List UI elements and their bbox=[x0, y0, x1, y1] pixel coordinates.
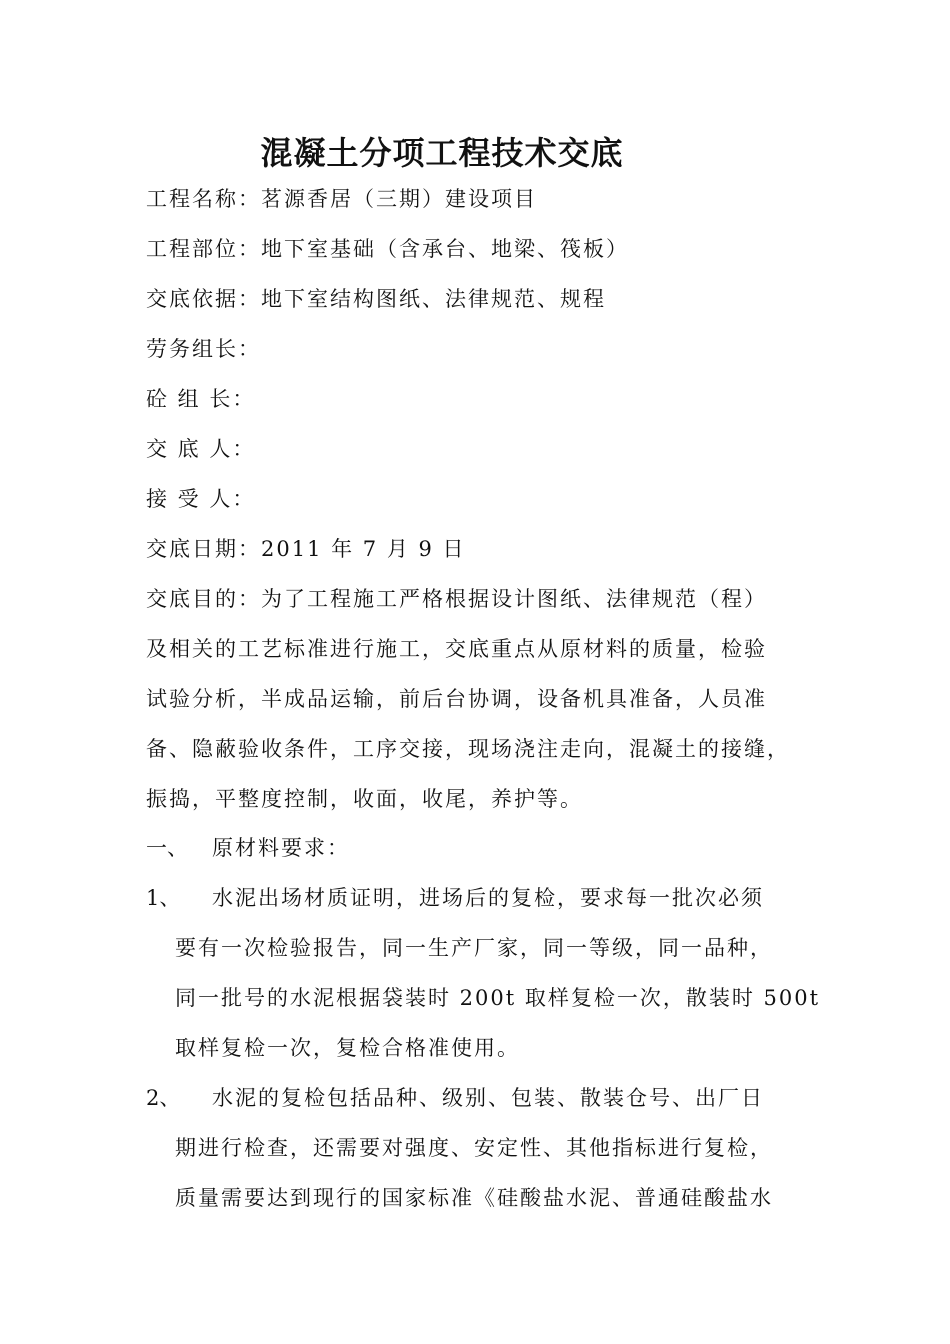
item-text: 水泥出场材质证明，进场后的复检，要求每一批次必须 bbox=[212, 886, 764, 910]
item-text: 水泥的复检包括品种、级别、包装、散装仓号、出厂日 bbox=[212, 1086, 764, 1110]
project-part: 工程部位：地下室基础（含承台、地梁、筏板） bbox=[146, 237, 629, 261]
item-text: 质量需要达到现行的国家标准《硅酸盐水泥、普通硅酸盐水 bbox=[175, 1186, 773, 1210]
presenter: 交 底 人： bbox=[146, 437, 256, 461]
purpose-line: 交底目的：为了工程施工严格根据设计图纸、法律规范（程） bbox=[146, 587, 767, 611]
item-number: 2、 bbox=[146, 1086, 181, 1110]
list-item bbox=[146, 1083, 764, 1113]
concrete-leader: 砼 组 长： bbox=[146, 387, 256, 411]
item-text: 取样复检一次，复检合格准使用。 bbox=[175, 1036, 520, 1060]
basis: 交底依据：地下室结构图纸、法律规范、规程 bbox=[146, 287, 606, 311]
item-text: 同一批号的水泥根据袋装时 200t 取样复检一次，散装时 500t bbox=[175, 986, 821, 1010]
list-item bbox=[146, 883, 764, 913]
purpose-line: 备、隐蔽验收条件，工序交接，现场浇注走向，混凝土的接缝， bbox=[146, 737, 790, 761]
date: 交底日期：2011 年 7 月 9 日 bbox=[146, 537, 466, 561]
item-text: 期进行检查，还需要对强度、安定性、其他指标进行复检， bbox=[175, 1136, 773, 1160]
document-title: 混凝土分项工程技术交底 bbox=[260, 134, 624, 172]
receiver: 接 受 人： bbox=[146, 487, 256, 511]
purpose-line: 振捣，平整度控制，收面，收尾，养护等。 bbox=[146, 787, 583, 811]
item-text: 要有一次检验报告，同一生产厂家，同一等级，同一品种， bbox=[175, 936, 773, 960]
section-title: 原材料要求： bbox=[212, 836, 350, 860]
section-heading bbox=[146, 833, 350, 863]
section-number: 一、 bbox=[146, 836, 188, 860]
item-number: 1、 bbox=[146, 886, 181, 910]
purpose-line: 试验分析，半成品运输，前后台协调，设备机具准备，人员准 bbox=[146, 687, 767, 711]
purpose-line: 及相关的工艺标准进行施工，交底重点从原材料的质量，检验 bbox=[146, 637, 767, 661]
project-name: 工程名称：茗源香居（三期）建设项目 bbox=[146, 187, 537, 211]
labor-leader: 劳务组长： bbox=[146, 337, 261, 361]
